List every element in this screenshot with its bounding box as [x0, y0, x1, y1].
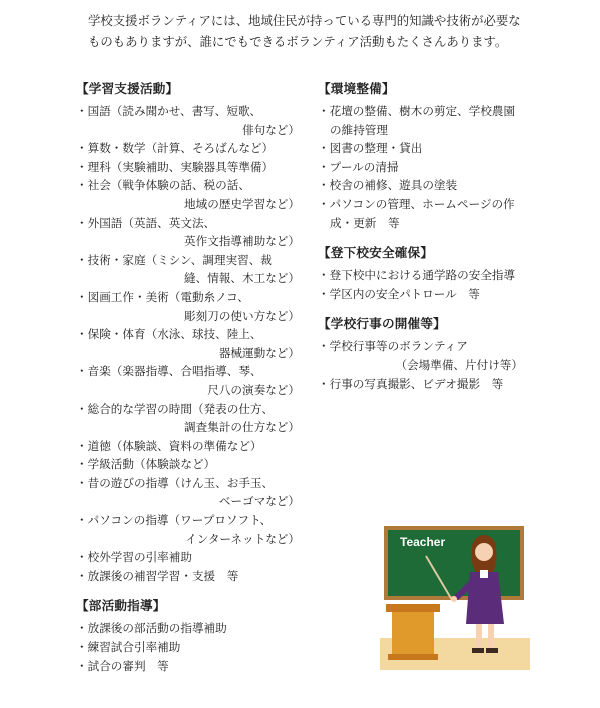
list-item-line: ・算数・数学（計算、そろばんなど） [76, 141, 274, 156]
list-item [312, 102, 527, 139]
list-item [70, 362, 304, 399]
list-item [312, 176, 527, 195]
list-item-line: ・音楽（楽器指導、合唱指導、琴、 [76, 364, 262, 379]
list-item-line: ベーゴマなど） [218, 494, 300, 509]
list-item [70, 437, 304, 456]
list-item [70, 400, 304, 437]
list-item-line: 成・更新 等 [330, 215, 400, 230]
list-item [312, 139, 527, 158]
list-item [312, 285, 527, 304]
teacher-hand [451, 596, 457, 602]
list-item-line: ・社会（戦争体験の話、税の話、 [76, 178, 250, 193]
list-item-line: ・学区内の安全パトロール 等 [318, 286, 480, 301]
list-item-line: ・プールの清掃 [318, 159, 399, 174]
list-item [312, 375, 527, 394]
list-item [312, 195, 527, 232]
item-list [312, 337, 527, 393]
section [70, 78, 304, 585]
podium [392, 612, 434, 656]
teacher-collar [480, 570, 488, 578]
list-item-line: ・外国語（英語、英文法、 [76, 215, 216, 230]
section-heading: 【学校行事の開催等】 [318, 316, 446, 332]
list-item-line: ・放課後の補習学習・支援 等 [76, 568, 239, 583]
list-item [70, 158, 304, 177]
teacher-face [475, 543, 493, 561]
section-heading: 【登下校安全確保】 [318, 245, 434, 261]
list-item-line: 縫、情報、木工など） [184, 271, 300, 286]
list-item-line: ・花壇の整備、樹木の剪定、学校農園 [318, 104, 516, 118]
list-item-line: ・保険・体育（水泳、球技、陸上、 [76, 327, 262, 342]
right-column [312, 78, 527, 403]
list-item-line: ・総合的な学習の時間（発表の仕方、 [76, 401, 274, 416]
list-item [70, 657, 304, 676]
teacher-leg-right [488, 624, 494, 650]
item-list [312, 102, 527, 232]
list-item-line: ・行事の写真撮影、ビデオ撮影 等 [318, 376, 504, 391]
list-item-line: 尺八の演奏など） [207, 382, 300, 397]
section-heading: 【部活動指導】 [76, 598, 166, 614]
list-item-line: ・学級活動（体験談など） [76, 457, 216, 472]
list-item-line: ・技術・家庭（ミシン、調理実習、裁 [76, 252, 272, 267]
list-item [70, 548, 304, 567]
list-item-line: 地域の歴史学習など） [184, 196, 300, 211]
list-item-line: ・道徳（体験談、資料の準備など） [76, 438, 262, 453]
list-item [312, 266, 527, 285]
list-item-line: インターネットなど） [185, 531, 300, 546]
list-item-line: ・練習試合引率補助 [76, 640, 181, 655]
section [312, 242, 527, 303]
list-item-line: ・図画工作・美術（電動糸ノコ、 [76, 289, 249, 304]
list-item-line: の維持管理 [330, 122, 388, 137]
section [312, 78, 527, 232]
intro-line: 学校支援ボランティアには、地域住民が持っている専門的知識や技術が必要な [88, 13, 521, 28]
item-list [70, 619, 304, 675]
intro-paragraph [88, 10, 558, 52]
list-item [312, 158, 527, 177]
list-item [70, 288, 304, 325]
teacher-leg-left [476, 624, 482, 650]
list-item [70, 325, 304, 362]
section-heading: 【環境整備】 [318, 81, 395, 96]
item-list [312, 266, 527, 303]
list-item-line: 俳句など） [242, 122, 300, 137]
left-column [70, 78, 304, 685]
list-item-line: ・試合の審判 等 [76, 658, 169, 673]
list-item [70, 474, 304, 511]
list-item-line: （会場準備、片付け等） [395, 357, 523, 372]
list-item-line: ・校舎の補修、遊具の塗装 [318, 178, 458, 193]
section-heading: 【学習支援活動】 [76, 81, 179, 96]
list-item [70, 455, 304, 474]
list-item-line: ・理科（実験補助、実験器具等準備） [76, 159, 274, 174]
list-item-line: 調査集計の仕方など） [184, 420, 300, 435]
list-item-line: ・図書の整理・貸出 [318, 141, 423, 156]
list-item-line: ・放課後の部活動の指導補助 [76, 621, 227, 636]
list-item [70, 511, 304, 548]
list-item-line: 器械運動など） [218, 345, 300, 360]
list-item-line: ・校外学習の引率補助 [76, 550, 192, 565]
intro-line: ものもありますが、誰にでもできるボランティア活動もたくさんあります。 [88, 34, 508, 49]
list-item [70, 619, 304, 638]
section [70, 595, 304, 675]
teacher-shoe-left [472, 648, 484, 653]
blackboard-text: Teacher [400, 535, 446, 549]
list-item [70, 176, 304, 213]
item-list [70, 102, 304, 585]
podium-top [386, 604, 440, 612]
list-item [70, 638, 304, 657]
section [312, 313, 527, 393]
teacher-illustration [380, 520, 530, 670]
list-item-line: ・昔の遊びの指導（けん玉、お手玉、 [76, 475, 274, 490]
list-item [70, 567, 304, 586]
list-item [70, 251, 304, 288]
list-item-line: ・パソコンの管理、ホームページの作 [318, 196, 515, 211]
list-item-line: ・国語（読み聞かせ、書写、短歌、 [76, 104, 262, 118]
list-item-line: ・学校行事等のボランティア [318, 339, 468, 354]
list-item-line: ・登下校中における通学路の安全指導 [318, 268, 516, 283]
list-item [70, 214, 304, 251]
list-item [70, 139, 304, 158]
list-item-line: 彫刻刀の使い方など） [184, 308, 300, 323]
teacher-shoe-right [486, 648, 498, 653]
podium-base [388, 654, 438, 660]
list-item [312, 337, 527, 374]
list-item-line: 英作文指導補助など） [184, 234, 300, 249]
list-item-line: ・パソコンの指導（ワープロソフト、 [76, 513, 272, 528]
list-item [70, 102, 304, 139]
